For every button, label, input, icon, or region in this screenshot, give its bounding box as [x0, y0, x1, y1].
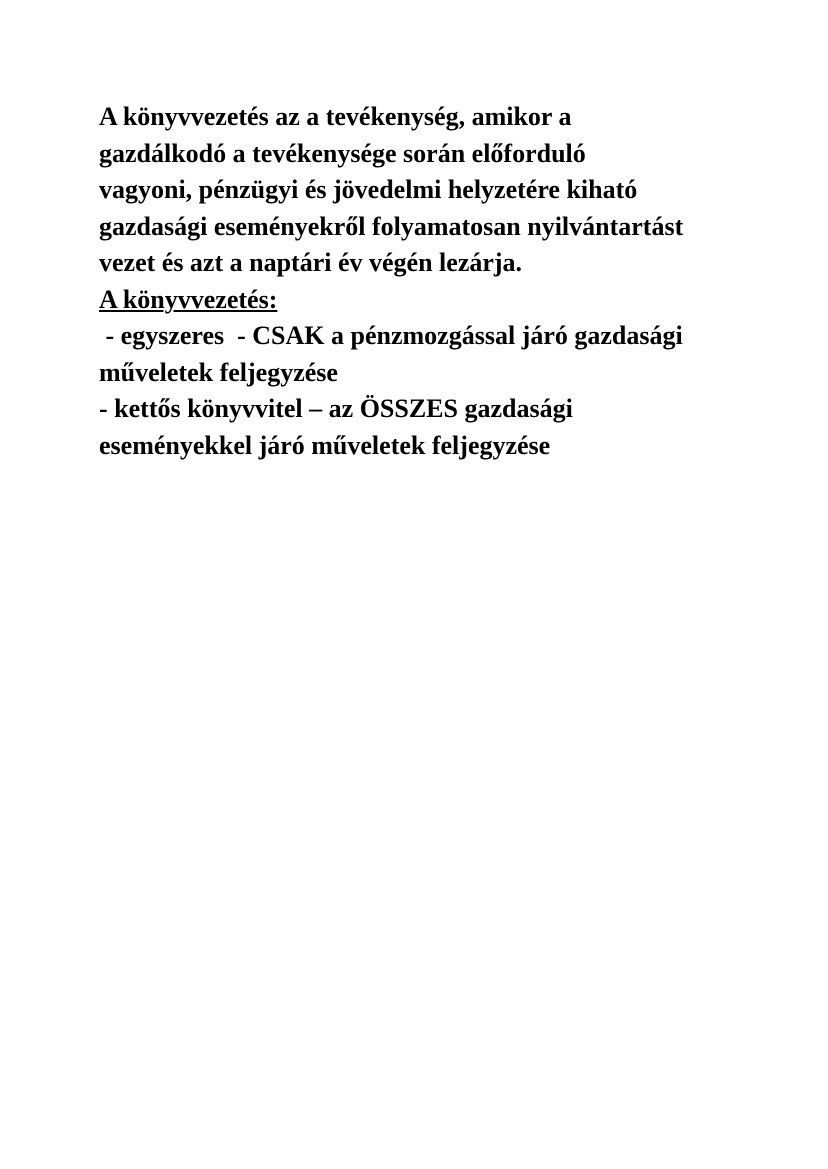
paragraph-line: A könyvvezetés az a tevékenység, amikor a — [99, 102, 572, 131]
list-line: - egyszeres - CSAK a pénzmozgással járó gazdasági — [99, 321, 683, 350]
section-heading: A könyvvezetés: — [99, 284, 278, 314]
definition-paragraph — [99, 99, 799, 282]
bookkeeping-types-list — [99, 318, 799, 464]
list-line: műveletek feljegyzése — [99, 357, 338, 387]
paragraph-line: vezet és azt a naptári év végén lezárja. — [99, 248, 523, 277]
paragraph-line: gazdálkodó a tevékenysége során előforduló — [99, 138, 586, 168]
paragraph-line: gazdasági eseményekről folyamatosan nyilvántartást — [99, 211, 684, 241]
list-line: eseményekkel járó műveletek feljegyzése — [99, 430, 551, 460]
document-body — [99, 99, 799, 464]
paragraph-line: vagyoni, pénzügyi és jövedelmi helyzetére kiható — [99, 175, 638, 204]
list-line: - kettős könyvvitel – az ÖSSZES gazdasági — [99, 394, 573, 423]
